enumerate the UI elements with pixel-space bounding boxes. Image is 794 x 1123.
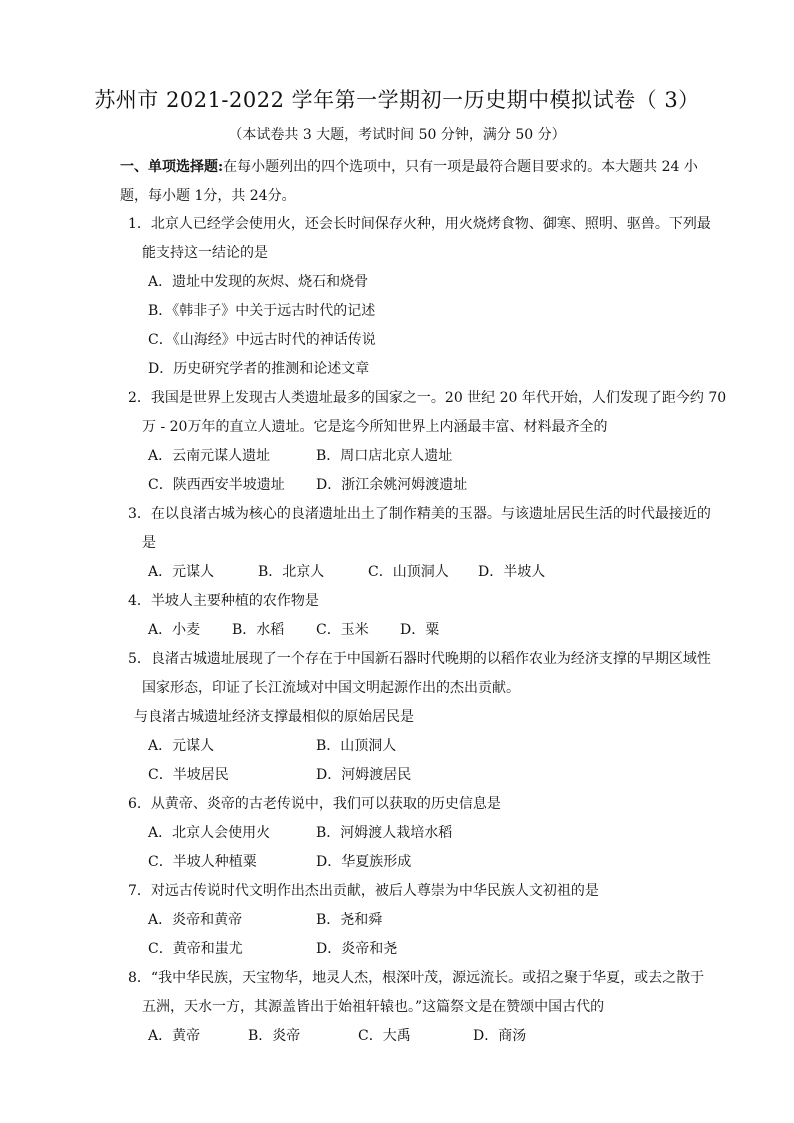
options-row-1 — [0, 732, 794, 761]
exam-subtitle: （本试卷共 3 大题，考试时间 50 分钟，满分 50 分） — [228, 127, 566, 143]
section-1-text-2: 题，每小题 1分，共 24分。 — [120, 188, 296, 204]
question-5-stem — [0, 645, 794, 674]
option-b[interactable]: B．炎帝 — [248, 1028, 301, 1044]
question-2 — [0, 384, 794, 500]
question-5 — [0, 645, 794, 790]
option-c[interactable]: C．大禹 — [358, 1028, 411, 1044]
option-a[interactable]: A．元谋人 — [148, 738, 215, 754]
option-b[interactable]: B．周口店北京人遗址 — [316, 448, 453, 464]
section-1-line-1 — [120, 153, 710, 182]
question-text: “我中华民族，天宝物华，地灵人杰，根深叶茂，源远流长。或招之聚于华夏，或去之散于 — [150, 970, 705, 986]
question-text-continued: 能支持这一结论的是 — [142, 245, 268, 261]
option-d[interactable]: D．华夏族形成 — [316, 854, 412, 870]
question-text: 半坡人主要种植的农作物是 — [150, 593, 319, 609]
option-b[interactable]: B．水稻 — [232, 622, 285, 638]
question-text-continued: 是 — [142, 535, 156, 551]
option-d[interactable]: D．浙江余姚河姆渡遗址 — [316, 477, 468, 493]
option-b[interactable]: B．尧和舜 — [316, 912, 383, 928]
question-number: 6． — [128, 796, 151, 812]
option-c[interactable]: C．山顶洞人 — [368, 564, 449, 580]
option-c[interactable]: C．黄帝和蚩尤 — [148, 941, 243, 957]
question-prompt: 与良渚古城遗址经济支撑最相似的原始居民是 — [134, 709, 414, 725]
question-4 — [0, 587, 794, 645]
question-text: 在以良渚古城为核心的良渚遗址出土了制作精美的玉器。与该遗址居民生活的时代最接近的 — [150, 506, 711, 522]
question-4-stem — [0, 587, 794, 616]
question-2-stem — [0, 384, 794, 413]
question-1-stem — [0, 210, 794, 239]
question-7 — [0, 877, 794, 964]
section-1-text-1: 在每小题列出的四个选项中，只有一项是最符合题目要求的。本大题共 24 小 — [223, 159, 698, 175]
option-d[interactable]: D．半坡人 — [478, 564, 546, 580]
option-d[interactable]: D．炎帝和尧 — [316, 941, 398, 957]
option-c[interactable]: C．陕西西安半坡遗址 — [148, 477, 285, 493]
option-a[interactable]: A．北京人会使用火 — [148, 825, 271, 841]
option-c[interactable]: C．半坡人种植粟 — [148, 854, 257, 870]
option-a[interactable]: A．黄帝 — [148, 1028, 201, 1044]
question-number: 2． — [128, 390, 151, 406]
option-d[interactable]: D．粟 — [400, 622, 440, 638]
question-3 — [0, 500, 794, 587]
question-number: 4． — [128, 593, 151, 609]
option-c[interactable]: C．《山海经》中远古时代的神话传说 — [148, 332, 376, 348]
question-text: 对远古传说时代文明作出杰出贡献，被后人尊崇为中华民族人文初祖的是 — [150, 883, 599, 899]
option-a[interactable]: A．小麦 — [148, 622, 201, 638]
option-b[interactable]: B．河姆渡人栽培水稻 — [316, 825, 453, 841]
question-8 — [0, 964, 794, 1051]
question-text: 良渚古城遗址展现了一个存在于中国新石器时代晚期的以稻作农业为经济支撑的早期区域性 — [150, 651, 711, 667]
option-b[interactable]: B．《韩非子》中关于远古时代的记述 — [148, 303, 376, 319]
options-row-1 — [0, 442, 794, 471]
question-list — [0, 210, 794, 1051]
question-8-stem — [0, 964, 794, 993]
question-text: 北京人已经学会使用火，还会长时间保存火种，用火烧烤食物、御寒、照明、驱兽。下列最 — [150, 216, 711, 232]
question-text-continued: 万 - 20万年的直立人遗址。它是迄今所知世界上内涵最丰富、材料最齐全的 — [142, 419, 608, 435]
question-text-continued: 五洲，天水一方，其源盖皆出于始祖轩辕也。”这篇祭文是在赞颂中国古代的 — [142, 999, 605, 1015]
option-a[interactable]: A．炎帝和黄帝 — [148, 912, 243, 928]
question-text-continued: 国家形态，印证了长江流域对中国文明起源作出的杰出贡献。 — [142, 680, 520, 696]
exam-title: 苏州市 2021-2022 学年第一学期初一历史期中模拟试卷（ 3） — [94, 88, 700, 112]
options-row-2 — [0, 848, 794, 877]
option-a[interactable]: A．遗址中发现的灰烬、烧石和烧骨 — [148, 274, 369, 290]
option-a[interactable]: A．元谋人 — [148, 564, 215, 580]
options-row — [0, 558, 794, 587]
question-6-stem — [0, 790, 794, 819]
question-number: 5． — [128, 651, 151, 667]
question-number: 7． — [128, 883, 151, 899]
options-row-1 — [0, 906, 794, 935]
question-number: 8． — [128, 970, 151, 986]
question-number: 3． — [128, 506, 151, 522]
options-row — [0, 616, 794, 645]
option-d[interactable]: D．商汤 — [473, 1028, 527, 1044]
options-row-1 — [0, 819, 794, 848]
options-row-2 — [0, 935, 794, 964]
options-row-2 — [0, 471, 794, 500]
question-text: 从黄帝、炎帝的古老传说中，我们可以获取的历史信息是 — [150, 796, 501, 812]
option-b[interactable]: B．北京人 — [258, 564, 325, 580]
question-1 — [0, 210, 794, 384]
question-6 — [0, 790, 794, 877]
option-a[interactable]: A．云南元谋人遗址 — [148, 448, 271, 464]
question-3-stem — [0, 500, 794, 529]
section-1-heading: 一、单项选择题: — [120, 159, 224, 175]
option-c[interactable]: C．半坡居民 — [148, 767, 229, 783]
question-text: 我国是世界上发现古人类遗址最多的国家之一。20 世纪 20 年代开始，人们发现了距今约 70 — [150, 390, 727, 406]
option-d[interactable]: D．历史研究学者的推测和论述文章 — [148, 361, 370, 377]
option-d[interactable]: D．河姆渡居民 — [316, 767, 412, 783]
option-c[interactable]: C．玉米 — [316, 622, 369, 638]
options-row-2 — [0, 761, 794, 790]
section-1-instructions — [120, 153, 710, 211]
question-number: 1． — [128, 216, 151, 232]
options-row — [0, 1022, 794, 1051]
question-7-stem — [0, 877, 794, 906]
option-b[interactable]: B．山顶洞人 — [316, 738, 397, 754]
